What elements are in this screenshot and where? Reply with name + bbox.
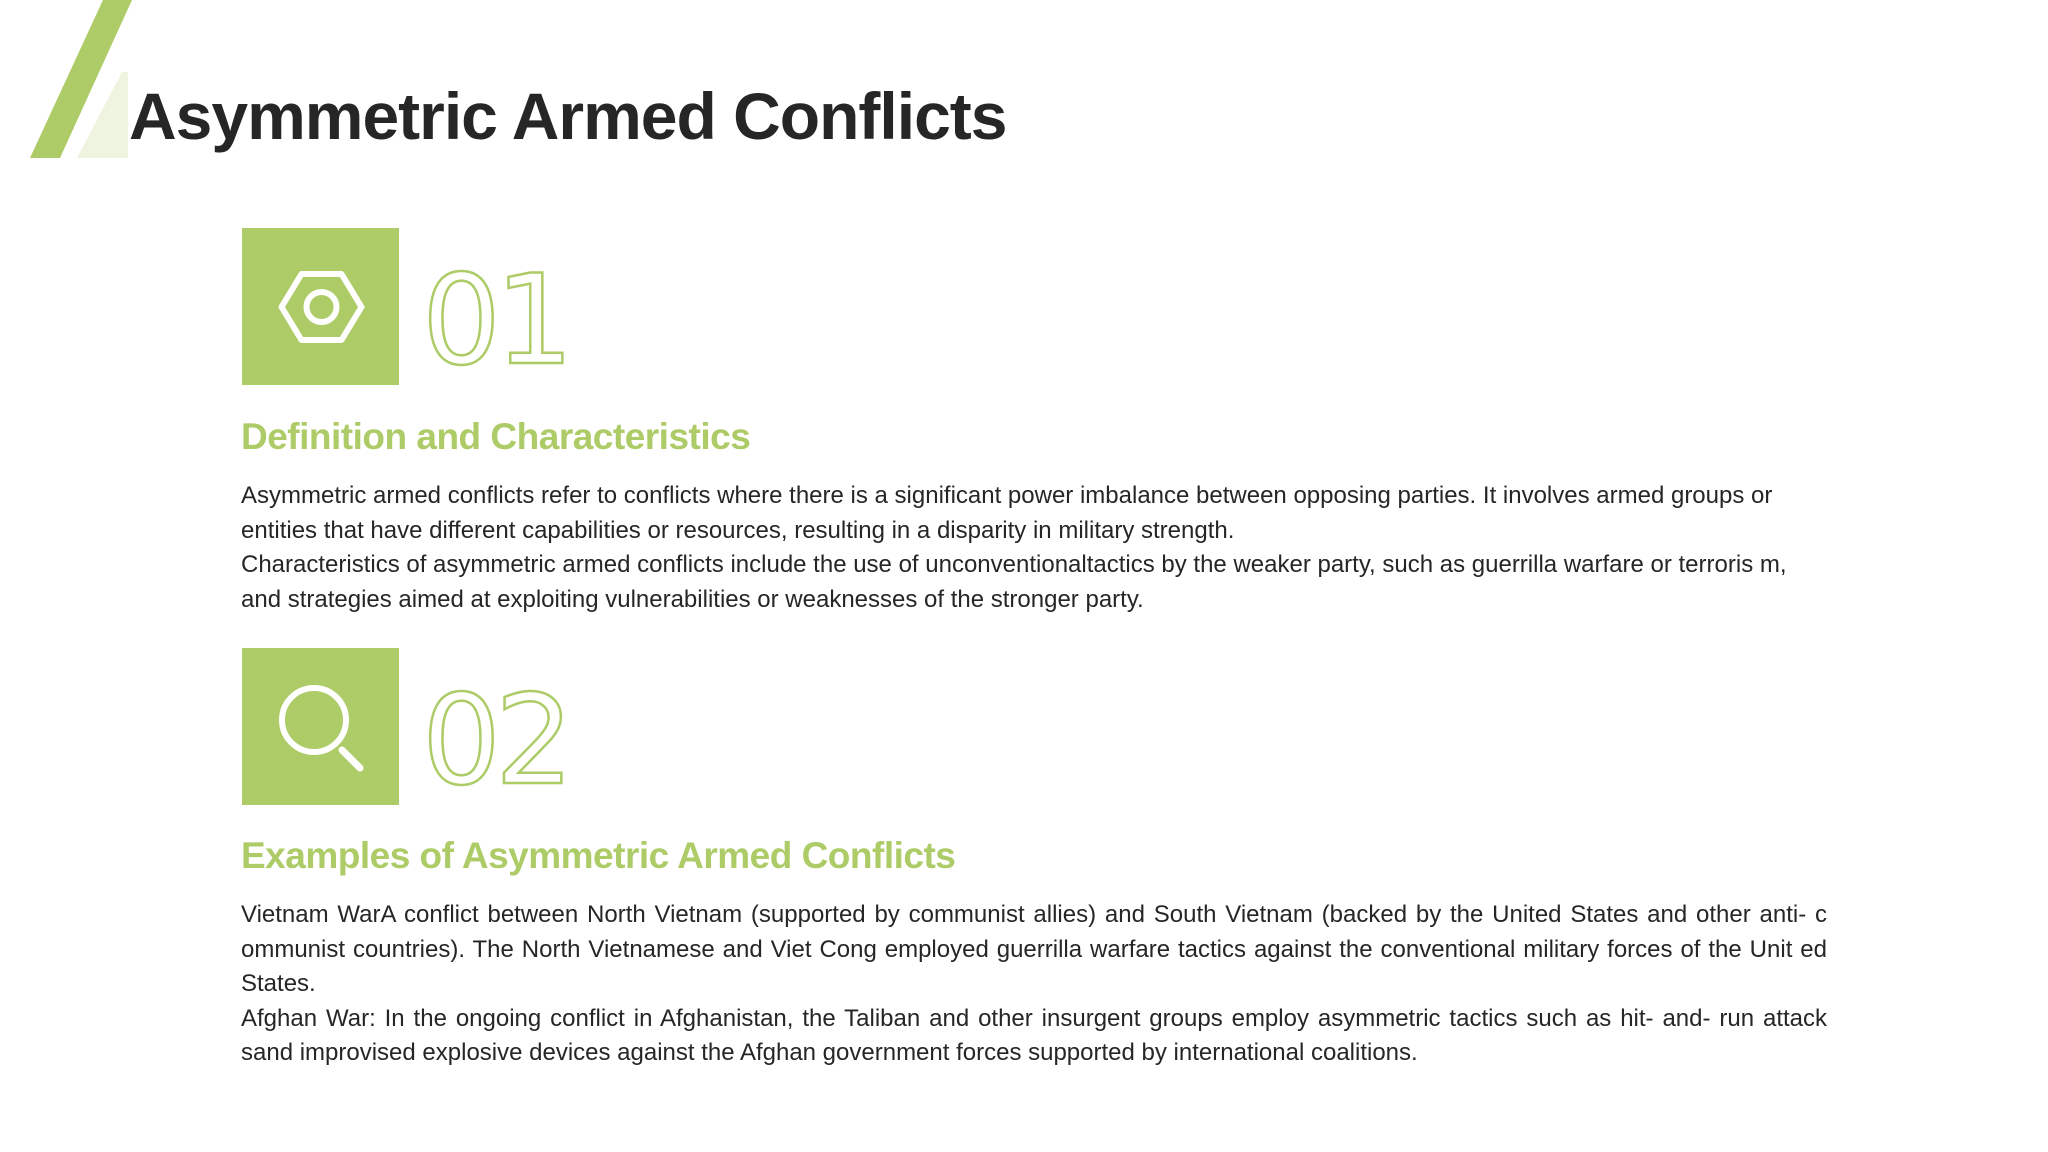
section-1-icon-box xyxy=(242,228,399,385)
section-2-body xyxy=(241,898,1827,1071)
page-title: Asymmetric Armed Conflicts xyxy=(129,79,1007,153)
section-2-icon-box xyxy=(242,648,399,805)
search-icon xyxy=(242,648,399,805)
section-2-paragraph-2: Afghan War: In the ongoing conflict in Afghanistan, the Taliban and other insurgent groups employ asymmetric tactics such as hit- and- run attack sand improvised explosive devices against the Afghan government forces supported by international coalitions. xyxy=(241,1004,1827,1066)
section-1-paragraph-2: Characteristics of asymmetric armed conflicts include the use of unconventionaltactics by the weaker party, such as guerrilla warfare or terroris m, and strategies aimed at exploiting vulnerabilities or weaknesses of the stronger party. xyxy=(241,551,1787,613)
section-2-number xyxy=(418,666,618,796)
section-2-paragraph-1: Vietnam WarA conflict between North Vietnam (supported by communist allies) and South Vietnam (backed by the United States and other anti- c ommunist countries). The North Vietnamese and Viet Cong employed guerrilla warfare tactics against the conventional military forces of the Unit ed States. xyxy=(241,901,1827,997)
hexagon-nut-icon xyxy=(242,228,399,385)
section-1-number-text: 01 xyxy=(422,249,568,376)
section-1-number xyxy=(418,246,618,376)
section-2-number-text: 02 xyxy=(422,669,568,796)
decorative-slant-bars xyxy=(0,0,140,170)
section-1-body xyxy=(241,479,1827,617)
section-1-paragraph-1: Asymmetric armed conflicts refer to conflicts where there is a significant power imbalance between opposing parties. It involves armed groups or entities that have different capabilities or resources, resulting in a disparity in military strength. xyxy=(241,482,1773,544)
section-2-heading: Examples of Asymmetric Armed Conflicts xyxy=(241,835,956,876)
section-1-heading: Definition and Characteristics xyxy=(241,416,751,457)
